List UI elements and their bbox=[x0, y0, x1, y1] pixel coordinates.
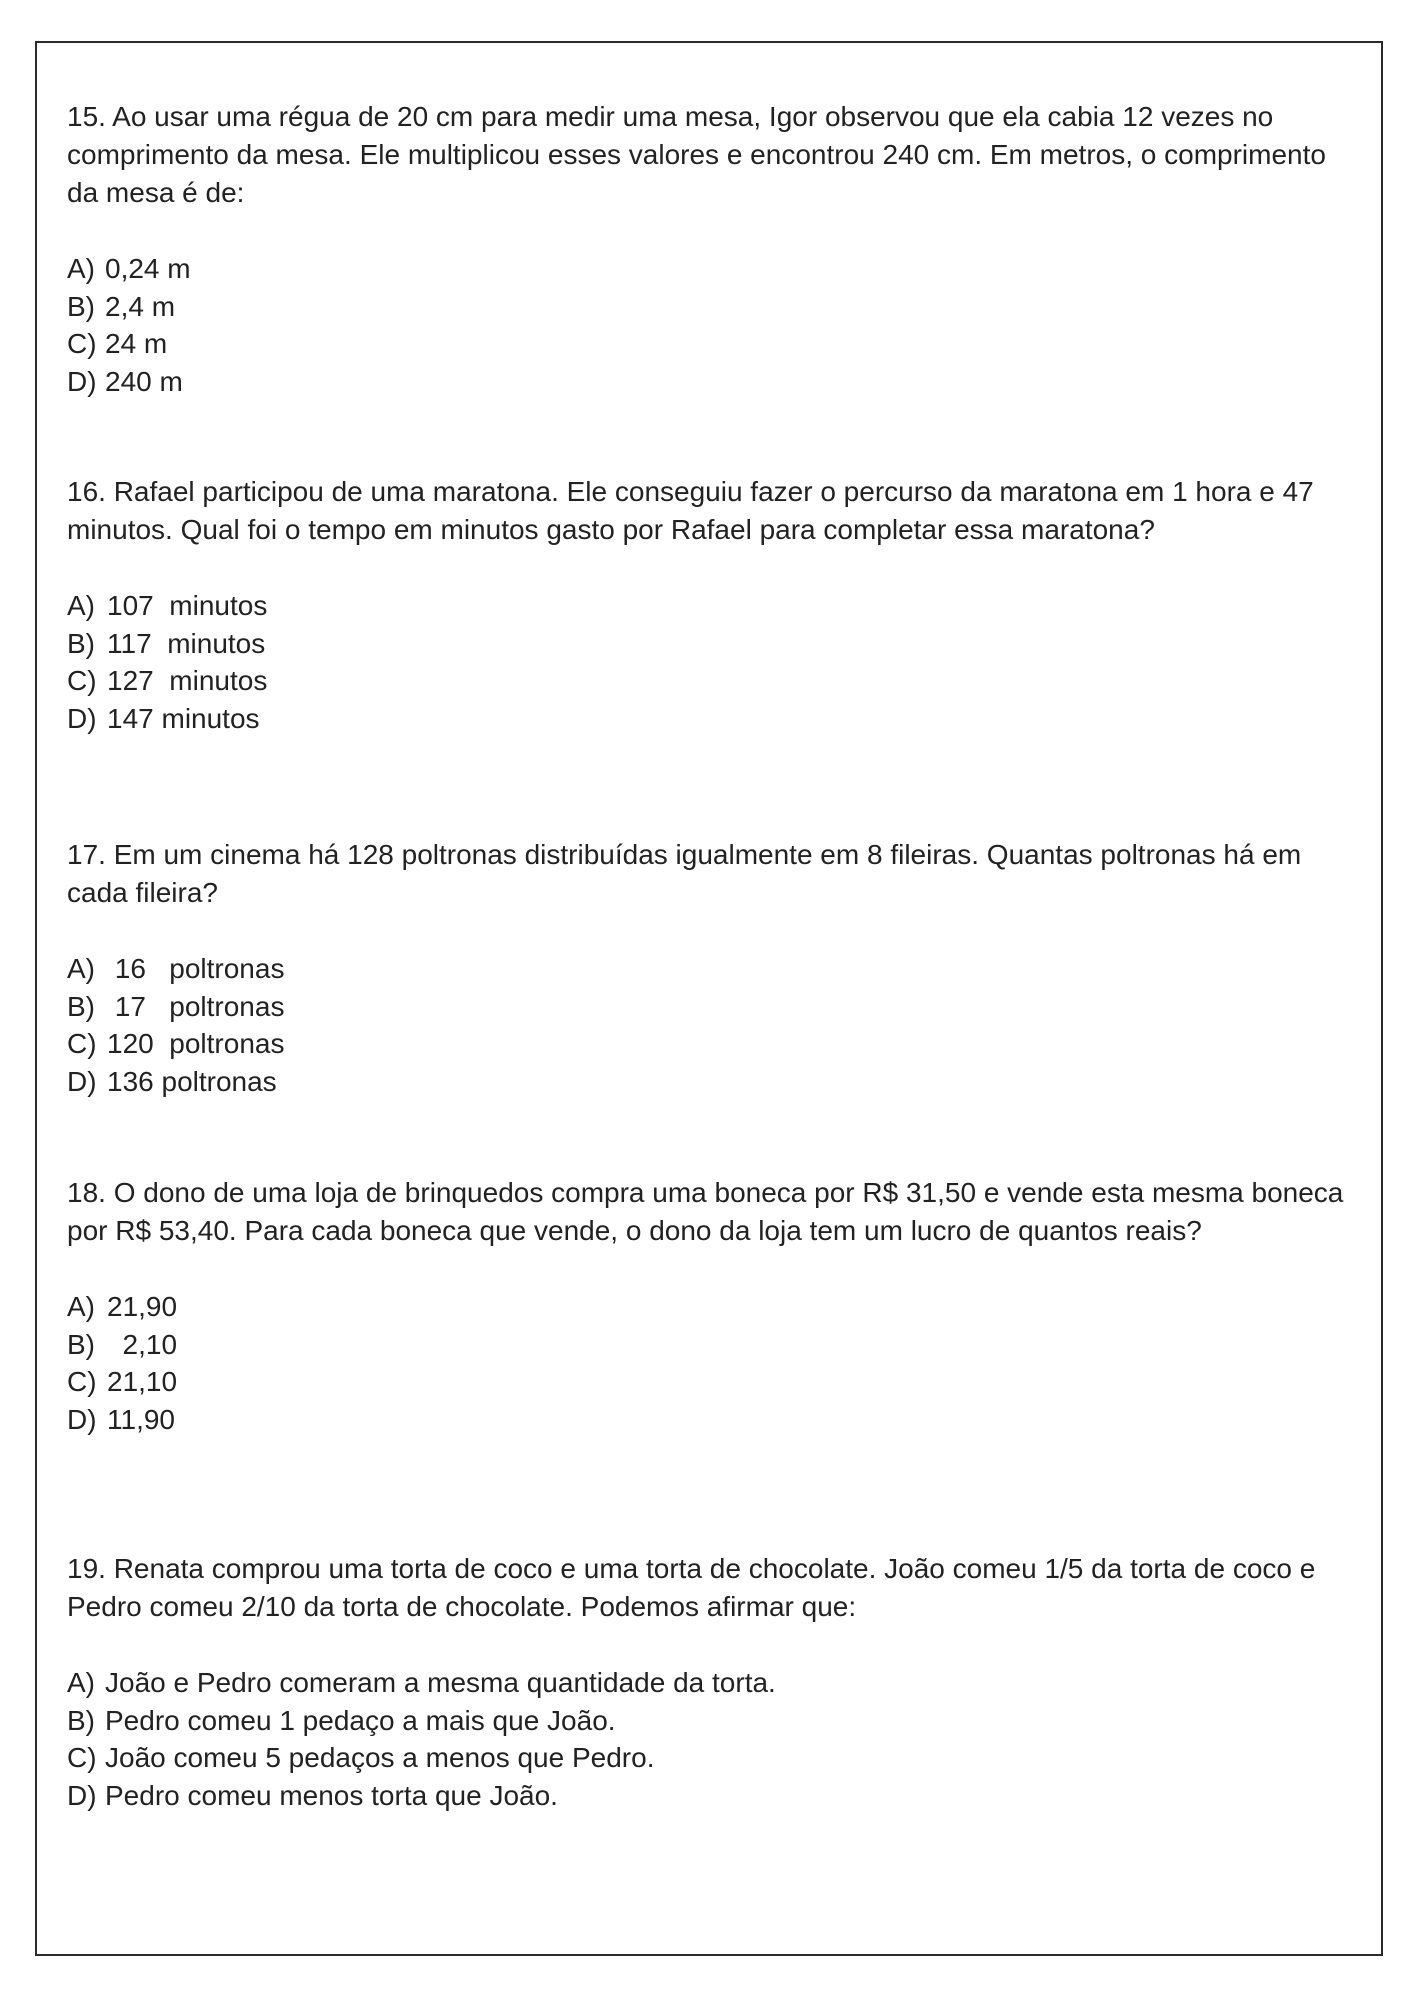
option-letter: A) bbox=[67, 1291, 95, 1322]
option-text: 17 poltronas bbox=[107, 990, 285, 1022]
answer-options bbox=[67, 1288, 1357, 1438]
option-b[interactable] bbox=[67, 988, 1357, 1026]
option-b[interactable] bbox=[67, 288, 1357, 326]
option-a[interactable] bbox=[67, 1664, 1357, 1702]
question-16 bbox=[67, 473, 1357, 737]
option-c[interactable] bbox=[67, 662, 1357, 700]
question-stem: 19. Renata comprou uma torta de coco e uma torta de chocolate. João comeu 1/5 da torta de coco e Pedro comeu 2/10 da torta de chocolate. Podemos afirmar que: bbox=[67, 1553, 1316, 1622]
option-text: 24 m bbox=[105, 328, 168, 359]
option-d[interactable] bbox=[67, 700, 1357, 738]
option-d[interactable] bbox=[67, 1777, 1357, 1815]
option-letter: C) bbox=[67, 1742, 97, 1773]
answer-options bbox=[67, 1664, 1357, 1814]
option-text: 11,90 bbox=[107, 1403, 175, 1435]
option-text: 240 m bbox=[105, 365, 183, 397]
option-text: 21,90 bbox=[107, 1291, 178, 1322]
option-letter: C) bbox=[67, 328, 97, 359]
option-letter: B) bbox=[67, 290, 95, 322]
option-text: 16 poltronas bbox=[107, 953, 285, 984]
option-text: João comeu 5 pedaços a menos que Pedro. bbox=[105, 1742, 655, 1773]
option-text: 2,4 m bbox=[105, 290, 176, 322]
option-text: João e Pedro comeram a mesma quantidade da torta. bbox=[105, 1667, 776, 1698]
option-letter: A) bbox=[67, 253, 95, 284]
option-letter: C) bbox=[67, 1366, 97, 1397]
option-text: Pedro comeu menos torta que João. bbox=[105, 1779, 558, 1811]
option-b[interactable] bbox=[67, 1326, 1357, 1364]
option-letter: B) bbox=[67, 1328, 95, 1360]
option-letter: D) bbox=[67, 1779, 97, 1811]
option-text: 120 poltronas bbox=[107, 1028, 285, 1059]
option-text: 107 minutos bbox=[107, 590, 268, 621]
option-b[interactable] bbox=[67, 1702, 1357, 1740]
option-text: 2,10 bbox=[107, 1328, 178, 1360]
question-stem: 15. Ao usar uma régua de 20 cm para medir uma mesa, Igor observou que ela cabia 12 vezes no comprimento da mesa. Ele multiplicou esses valores e encontrou 240 cm. Em metros, o comprimento da mesa é de: bbox=[67, 101, 1326, 208]
question-18 bbox=[67, 1174, 1357, 1438]
option-letter: B) bbox=[67, 990, 95, 1022]
option-d[interactable] bbox=[67, 1401, 1357, 1439]
option-letter: B) bbox=[67, 1704, 95, 1736]
option-letter: A) bbox=[67, 1667, 95, 1698]
option-text: 136 poltronas bbox=[107, 1065, 277, 1097]
option-c[interactable] bbox=[67, 1739, 1357, 1777]
question-stem: 17. Em um cinema há 128 poltronas distribuídas igualmente em 8 fileiras. Quantas poltronas há em cada fileira? bbox=[67, 839, 1302, 908]
option-letter: C) bbox=[67, 1028, 97, 1059]
option-text: 21,10 bbox=[107, 1366, 178, 1397]
option-a[interactable] bbox=[67, 1288, 1357, 1326]
option-d[interactable] bbox=[67, 363, 1357, 401]
option-d[interactable] bbox=[67, 1063, 1357, 1101]
option-a[interactable] bbox=[67, 950, 1357, 988]
answer-options bbox=[67, 587, 1357, 737]
question-stem: 18. O dono de uma loja de brinquedos compra uma boneca por R$ 31,50 e vende esta mesma boneca por R$ 53,40. Para cada boneca que vende, o dono da loja tem um lucro de quantos reais? bbox=[67, 1177, 1344, 1246]
option-b[interactable] bbox=[67, 625, 1357, 663]
option-letter: A) bbox=[67, 590, 95, 621]
question-15 bbox=[67, 98, 1357, 400]
option-text: 127 minutos bbox=[107, 665, 268, 696]
option-text: Pedro comeu 1 pedaço a mais que João. bbox=[105, 1704, 616, 1736]
answer-options bbox=[67, 250, 1357, 400]
option-a[interactable] bbox=[67, 250, 1357, 288]
option-text: 117 minutos bbox=[107, 627, 266, 659]
option-a[interactable] bbox=[67, 587, 1357, 625]
answer-options bbox=[67, 950, 1357, 1100]
option-letter: D) bbox=[67, 702, 97, 734]
option-text: 0,24 m bbox=[105, 253, 191, 284]
option-letter: D) bbox=[67, 365, 97, 397]
option-c[interactable] bbox=[67, 325, 1357, 363]
option-letter: B) bbox=[67, 627, 95, 659]
question-19 bbox=[67, 1550, 1357, 1814]
option-c[interactable] bbox=[67, 1025, 1357, 1063]
option-letter: D) bbox=[67, 1065, 97, 1097]
option-text: 147 minutos bbox=[107, 702, 260, 734]
option-c[interactable] bbox=[67, 1363, 1357, 1401]
option-letter: A) bbox=[67, 953, 95, 984]
question-stem: 16. Rafael participou de uma maratona. Ele conseguiu fazer o percurso da maratona em 1 hora e 47 minutos. Qual foi o tempo em minutos gasto por Rafael para completar essa maratona? bbox=[67, 476, 1314, 545]
option-letter: C) bbox=[67, 665, 97, 696]
question-17 bbox=[67, 836, 1357, 1100]
option-letter: D) bbox=[67, 1403, 97, 1435]
